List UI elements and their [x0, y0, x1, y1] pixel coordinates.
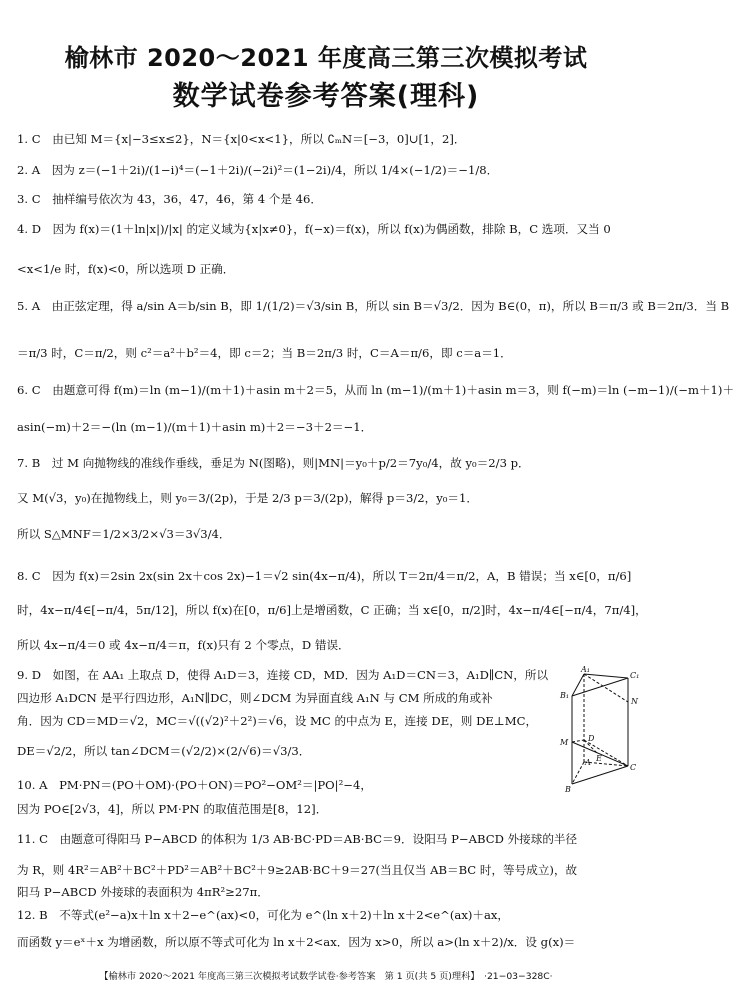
answer-line: 7. B 过 M 向抛物线的准线作垂线，垂足为 N(图略)，则|MN|＝y₀＋p/2＝7y₀/4，故 y₀＝2/3 p．: [17, 456, 530, 470]
answer-line: 时，4x−π/4∈[−π/4，5π/12]，所以 f(x)在[0，π/6]上是增函数，C 正确；当 x∈[0，π/2]时，4x−π/4∈[−π/4，7π/4]，: [17, 603, 647, 617]
answer-line: 5. A 由正弦定理，得 a/sin A＝b/sin B，即 1/(1/2)＝√3/sin B，所以 sin B＝√3/2．因为 B∈(0，π)，所以 B＝π/3 或 B＝2π/3．当 B: [17, 299, 730, 313]
answer-line: 8. C 因为 f(x)＝2sin 2x(sin 2x＋cos 2x)−1＝√2 sin(4x−π/4)，所以 T＝2π/4＝π/2，A，B 错误；当 x∈[0，π/6]: [17, 569, 632, 583]
exam-title: 榆林市 2020～2021 年度高三第三次模拟考试: [64, 44, 588, 72]
answer-line: 6. C 由题意可得 f(m)＝ln (m−1)/(m＋1)＋asin m＋2＝5，从而 ln (m−1)/(m＋1)＋asin m＝3，则 f(−m)＝ln (−m−1)/(−m＋1)＋: [17, 383, 734, 397]
answer-line: DE＝√2/2，所以 tan∠DCM＝(√2/2)×(2/√6)＝√3/3．: [17, 744, 311, 758]
label-b1: B₁: [560, 691, 570, 700]
answer-line: 1. C 由已知 M＝{x|−3≤x≤2}，N＝{x|0<x<1}，所以 ∁ₘN＝[−3，0]∪[1，2]．: [17, 132, 466, 146]
answer-line: 为 R，则 4R²＝AB²＋BC²＋PD²＝AB²＋BC²＋9≥2AB·BC＋9＝27(当且仅当 AB＝BC 时，等号成立)，故: [17, 863, 578, 877]
label-m: M: [560, 738, 569, 747]
answer-line: 9. D 如图，在 AA₁ 上取点 D，使得 A₁D＝3，连接 CD，MD．因为 A₁D＝CN＝3，A₁D∥CN，所以: [17, 668, 549, 682]
answer-line: 阳马 P−ABCD 外接球的表面积为 4πR²≥27π．: [17, 885, 269, 899]
page-footer: 【榆林市 2020～2021 年度高三第三次模拟考试数学试卷·参考答案 第 1 页(共 5 页)理科】 ·21−03−328C·: [99, 971, 553, 982]
label-d: D: [588, 734, 595, 743]
answer-line: 3. C 抽样编号依次为 43，36，47，46，第 4 个是 46．: [17, 192, 322, 206]
answer-line: 因为 PO∈[2√3，4]，所以 PM·PN 的取值范围是[8，12]．: [17, 802, 328, 816]
answer-line: 4. D 因为 f(x)＝(1＋ln|x|)/|x| 的定义域为{x|x≠0}，f(−x)＝f(x)，所以 f(x)为偶函数，排除 B，C 选项．又当 0: [17, 222, 611, 236]
label-c1: C₁: [630, 671, 640, 680]
answer-line: 所以 S△MNF＝1/2×3/2×√3＝3√3/4．: [17, 527, 231, 541]
prism-figure: [554, 666, 642, 794]
answer-line: 角．因为 CD＝MD＝√2，MC＝√((√2)²＋2²)＝√6，设 MC 的中点为 E，连接 DE，则 DE⊥MC，: [17, 714, 538, 728]
answer-line: asin(−m)＋2＝−(ln (m−1)/(m＋1)＋asin m)＋2＝−3＋2＝−1．: [17, 420, 373, 434]
answer-line: 又 M(√3，y₀)在抛物线上，则 y₀＝3/(2p)，于是 2/3 p＝3/(2p)，解得 p＝3/2，y₀＝1．: [17, 491, 478, 505]
answer-line: 12. B 不等式(e²−a)x＋ln x＋2−e^(ax)<0，可化为 e^(ln x＋2)＋ln x＋2<e^(ax)＋ax，: [17, 908, 510, 922]
label-b: B: [565, 785, 571, 794]
answer-line: 11. C 由题意可得阳马 P−ABCD 的体积为 1/3 AB·BC·PD＝AB·BC＝9．设阳马 P−ABCD 外接球的半径: [17, 832, 578, 846]
label-a: A: [585, 758, 591, 767]
answer-line: 四边形 A₁DCN 是平行四边形，A₁N∥DC，则∠DCM 为异面直线 A₁N 与 CM 所成的角或补: [17, 691, 493, 705]
answer-line: 所以 4x−π/4＝0 或 4x−π/4＝π，f(x)只有 2 个零点，D 错误．: [17, 638, 350, 652]
label-e: E: [596, 754, 602, 763]
answer-line: <x<1/e 时，f(x)<0，所以选项 D 正确．: [17, 262, 235, 276]
label-c: C: [630, 763, 637, 772]
answer-line: ＝π/3 时，C＝π/2，则 c²＝a²＋b²＝4，即 c＝2；当 B＝2π/3 时，C＝A＝π/6，即 c＝a＝1．: [17, 346, 512, 360]
answer-key-title: 数学试卷参考答案(理科): [172, 81, 480, 112]
answer-line: 2. A 因为 z＝(−1＋2i)/(1−i)⁴＝(−1＋2i)/(−2i)²＝(1−2i)/4，所以 1/4×(−1/2)＝−1/8．: [17, 163, 499, 177]
label-a1: A₁: [581, 665, 590, 674]
answer-line: 而函数 y＝eˣ＋x 为增函数，所以原不等式可化为 ln x＋2<ax．因为 x>0，所以 a>(ln x＋2)/x．设 g(x)＝: [17, 935, 576, 949]
answer-line: 10. A PM·PN＝(PO＋OM)·(PO＋ON)＝PO²−OM²＝|PO|²−4，: [17, 778, 372, 792]
label-n: N: [631, 697, 638, 706]
